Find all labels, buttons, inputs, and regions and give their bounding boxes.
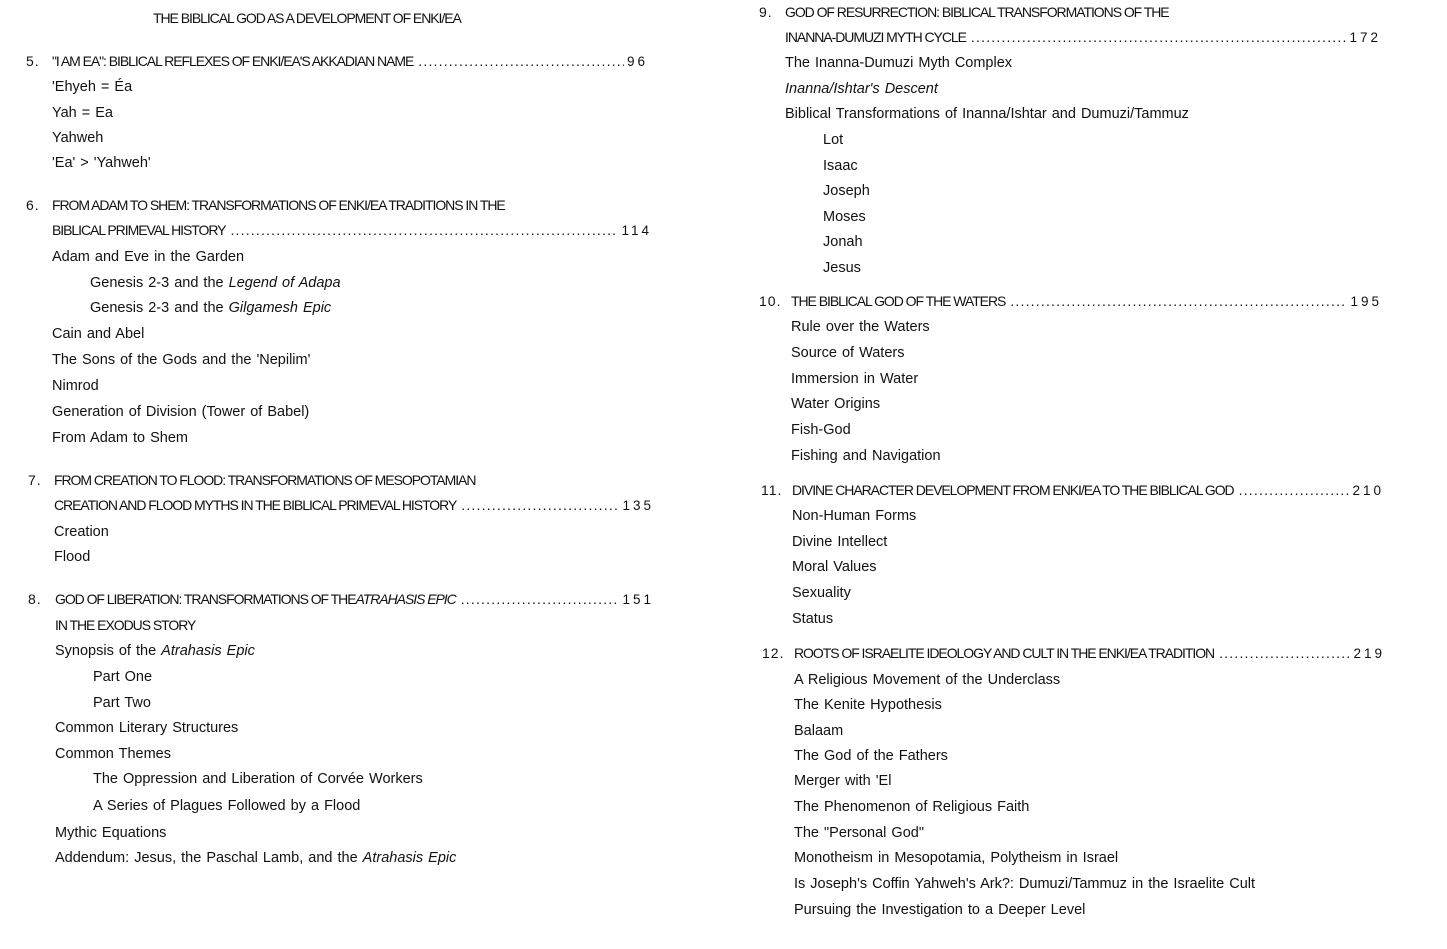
dot-leader xyxy=(418,52,624,70)
section-entry[interactable] xyxy=(791,395,880,413)
section-italic-text: Inanna/Ishtar's Descent xyxy=(785,81,938,97)
page-title: THE BIBLICAL GOD AS A DEVELOPMENT OF ENKI/EA xyxy=(153,10,461,26)
section-text: Source of Waters xyxy=(791,345,905,361)
chapter-heading-line[interactable] xyxy=(794,644,1385,662)
dot-leader xyxy=(971,28,1347,46)
section-text: Pursuing the Investigation to a Deeper Level xyxy=(794,902,1086,918)
chapter-number: 5. xyxy=(26,53,40,69)
section-entry[interactable] xyxy=(52,325,144,343)
section-entry[interactable] xyxy=(791,447,941,465)
section-text: Part One xyxy=(93,669,153,685)
dot-leader xyxy=(461,590,620,608)
section-text: Balaam xyxy=(794,723,844,739)
section-text: Moses xyxy=(823,209,866,225)
chapter-heading-line[interactable] xyxy=(785,28,1381,46)
chapter-heading-line[interactable] xyxy=(52,52,648,70)
page-number: 195 xyxy=(1350,294,1382,309)
heading-italic-text: ATRAHASIS EPIC xyxy=(355,591,456,607)
section-entry[interactable] xyxy=(794,849,1118,867)
heading-text: INANNA-DUMUZI MYTH CYCLE xyxy=(785,29,966,45)
section-text: Common Themes xyxy=(55,746,171,762)
section-entry[interactable] xyxy=(55,642,255,660)
section-entry[interactable] xyxy=(792,533,887,551)
section-entry[interactable] xyxy=(54,523,109,541)
chapter-heading-line[interactable] xyxy=(54,471,475,489)
chapter-number: 8. xyxy=(28,591,42,607)
section-entry[interactable] xyxy=(792,610,833,628)
section-text: Isaac xyxy=(823,158,858,174)
heading-text: GOD OF LIBERATION: TRANSFORMATIONS OF THE xyxy=(55,591,356,607)
section-entry[interactable] xyxy=(93,770,423,788)
section-text: 'Ea' > 'Yahweh' xyxy=(52,155,151,171)
page-number: 172 xyxy=(1349,30,1381,45)
section-text: Part Two xyxy=(93,695,151,711)
section-text: Genesis 2-3 and the xyxy=(90,275,229,291)
chapter-number: 6. xyxy=(26,197,40,213)
section-entry[interactable] xyxy=(794,772,891,790)
section-entry[interactable] xyxy=(794,696,942,714)
section-text: The Phenomenon of Religious Faith xyxy=(794,799,1030,815)
section-text: Mythic Equations xyxy=(55,825,167,841)
section-text: Sexuality xyxy=(792,585,851,601)
section-text: Is Joseph's Coffin Yahweh's Ark?: Dumuzi/Tammuz in the Israelite Cult xyxy=(794,876,1256,892)
section-entry[interactable] xyxy=(791,421,851,439)
section-italic-text: Atrahasis Epic xyxy=(161,643,255,659)
section-entry[interactable] xyxy=(823,131,843,149)
section-text: Common Literary Structures xyxy=(55,720,239,736)
section-entry[interactable] xyxy=(794,722,843,740)
heading-text: BIBLICAL PRIMEVAL HISTORY xyxy=(52,222,226,238)
section-entry[interactable] xyxy=(794,671,1060,689)
section-entry[interactable] xyxy=(93,797,360,815)
section-entry[interactable] xyxy=(785,80,938,98)
page-number: 210 xyxy=(1352,483,1384,498)
heading-text: FROM CREATION TO FLOOD: TRANSFORMATIONS OF MESOPOTAMIAN xyxy=(54,472,476,488)
section-entry[interactable] xyxy=(52,351,310,369)
heading-text: ROOTS OF ISRAELITE IDEOLOGY AND CULT IN THE ENKI/EA TRADITION xyxy=(794,645,1215,661)
dot-leader xyxy=(461,496,619,514)
chapter-number: 9. xyxy=(759,4,773,20)
section-entry[interactable] xyxy=(794,875,1255,893)
section-text: Moral Values xyxy=(792,559,877,575)
section-entry[interactable] xyxy=(52,154,151,172)
section-entry[interactable] xyxy=(90,274,341,292)
section-text: Creation xyxy=(54,524,109,540)
section-text: Fish-God xyxy=(791,422,851,438)
section-italic-text: Atrahasis Epic xyxy=(362,850,457,866)
section-text: Monotheism in Mesopotamia, Polytheism in Israel xyxy=(794,850,1119,866)
section-text: Status xyxy=(792,611,834,627)
section-text: Yahweh xyxy=(52,130,104,146)
section-italic-text: Legend of Adapa xyxy=(228,275,341,291)
section-text: The Oppression and Liberation of Corvée Workers xyxy=(93,771,423,787)
chapter-heading-line[interactable] xyxy=(54,496,654,514)
dot-leader xyxy=(230,221,618,239)
section-entry[interactable] xyxy=(52,377,99,395)
section-entry[interactable] xyxy=(54,548,90,566)
section-text: Cain and Abel xyxy=(52,326,145,342)
section-text: From Adam to Shem xyxy=(52,430,188,446)
section-text: Lot xyxy=(823,132,844,148)
section-text: Fishing and Navigation xyxy=(791,448,941,464)
section-entry[interactable] xyxy=(52,248,244,266)
section-text: Jonah xyxy=(823,234,863,250)
section-entry[interactable] xyxy=(785,105,1189,123)
section-entry[interactable] xyxy=(52,129,103,147)
section-entry[interactable] xyxy=(823,233,863,251)
section-text: Biblical Transformations of Inanna/Ishtar and Dumuzi/Tammuz xyxy=(785,106,1189,122)
heading-text: CREATION AND FLOOD MYTHS IN THE BIBLICAL PRIMEVAL HISTORY xyxy=(54,497,457,513)
section-text: Flood xyxy=(54,549,91,565)
section-text: 'Ehyeh = Éa xyxy=(52,79,133,95)
section-text: Yah = Ea xyxy=(52,105,113,121)
section-italic-text: Gilgamesh Epic xyxy=(228,300,332,316)
section-entry[interactable] xyxy=(792,558,877,576)
section-text: Merger with 'El xyxy=(794,773,892,789)
section-entry[interactable] xyxy=(823,259,861,277)
chapter-heading-line[interactable] xyxy=(55,590,654,608)
section-entry[interactable] xyxy=(785,54,1012,72)
section-entry[interactable] xyxy=(823,157,858,175)
section-entry[interactable] xyxy=(794,798,1029,816)
section-entry[interactable] xyxy=(52,403,309,421)
section-entry[interactable] xyxy=(792,507,916,525)
page-number: 96 xyxy=(626,54,648,69)
section-text: Genesis 2-3 and the xyxy=(90,300,229,316)
dot-leader xyxy=(1010,292,1347,310)
section-entry[interactable] xyxy=(794,901,1085,919)
section-entry[interactable] xyxy=(55,849,456,867)
page-number: 219 xyxy=(1353,646,1385,661)
section-entry[interactable] xyxy=(792,584,851,602)
chapter-heading-line[interactable] xyxy=(791,292,1382,310)
chapter-number: 10. xyxy=(759,293,782,309)
heading-text: GOD OF RESURRECTION: BIBLICAL TRANSFORMATIONS OF THE xyxy=(785,4,1169,20)
section-entry[interactable] xyxy=(52,104,113,122)
dot-leader xyxy=(1219,644,1350,662)
section-text: Non-Human Forms xyxy=(792,508,917,524)
page-number: 114 xyxy=(621,223,652,238)
heading-text: FROM ADAM TO SHEM: TRANSFORMATIONS OF ENKI/EA TRADITIONS IN THE xyxy=(52,197,505,213)
section-text: Synopsis of the xyxy=(55,643,162,659)
chapter-number: 11. xyxy=(761,482,783,498)
section-text: Joseph xyxy=(823,183,870,199)
section-text: Immersion in Water xyxy=(791,371,919,387)
chapter-heading-line[interactable] xyxy=(52,196,505,214)
section-text: Rule over the Waters xyxy=(791,319,930,335)
chapter-heading-line[interactable] xyxy=(792,481,1384,499)
section-text: Generation of Division (Tower of Babel) xyxy=(52,404,310,420)
section-text: The Sons of the Gods and the 'Nepilim' xyxy=(52,352,311,368)
section-text: A Series of Plagues Followed by a Flood xyxy=(93,798,361,814)
heading-text: DIVINE CHARACTER DEVELOPMENT FROM ENKI/EA TO THE BIBLICAL GOD xyxy=(792,482,1234,498)
chapter-number: 12. xyxy=(762,645,785,661)
section-text: A Religious Movement of the Underclass xyxy=(794,672,1061,688)
chapter-heading-line[interactable] xyxy=(55,616,195,634)
heading-text: THE BIBLICAL GOD OF THE WATERS xyxy=(791,293,1006,309)
section-entry[interactable] xyxy=(55,745,171,763)
section-entry[interactable] xyxy=(93,694,151,712)
section-entry[interactable] xyxy=(794,824,924,842)
dot-leader xyxy=(1239,481,1350,499)
section-entry[interactable] xyxy=(90,299,331,317)
section-entry[interactable] xyxy=(791,344,904,362)
section-entry[interactable] xyxy=(55,824,166,842)
section-text: The "Personal God" xyxy=(794,825,924,841)
page-number: 135 xyxy=(622,498,654,513)
section-entry[interactable] xyxy=(93,668,152,686)
section-entry[interactable] xyxy=(794,747,948,765)
section-text: The Inanna-Dumuzi Myth Complex xyxy=(785,55,1013,71)
section-entry[interactable] xyxy=(52,78,132,96)
section-entry[interactable] xyxy=(55,719,238,737)
page-number: 151 xyxy=(622,592,654,607)
section-text: The God of the Fathers xyxy=(794,748,948,764)
chapter-heading-line[interactable] xyxy=(52,221,652,239)
section-text: Nimrod xyxy=(52,378,99,394)
chapter-heading-line[interactable] xyxy=(785,3,1169,21)
section-text: Jesus xyxy=(823,260,861,276)
section-entry[interactable] xyxy=(52,429,188,447)
heading-text: "I AM EA": BIBLICAL REFLEXES OF ENKI/EA'S AKKADIAN NAME xyxy=(52,53,414,69)
section-entry[interactable] xyxy=(791,318,930,336)
section-entry[interactable] xyxy=(791,370,918,388)
section-text: Water Origins xyxy=(791,396,881,412)
chapter-number: 7. xyxy=(28,472,42,488)
section-text: Addendum: Jesus, the Paschal Lamb, and the xyxy=(55,850,363,866)
section-entry[interactable] xyxy=(823,182,870,200)
section-text: The Kenite Hypothesis xyxy=(794,697,942,713)
section-entry[interactable] xyxy=(823,208,866,226)
section-text: Adam and Eve in the Garden xyxy=(52,249,245,265)
heading-text: IN THE EXODUS STORY xyxy=(55,617,196,633)
section-text: Divine Intellect xyxy=(792,534,888,550)
